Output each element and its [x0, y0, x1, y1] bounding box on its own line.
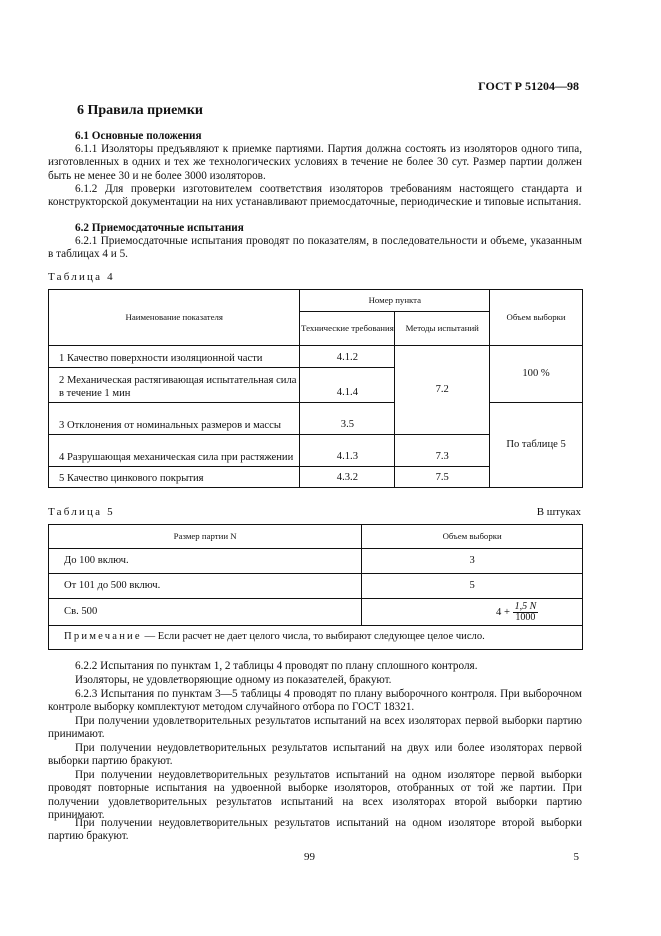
- subsection-6-1-title: 6.1 Основные положения: [75, 130, 202, 142]
- table-4-row-1-name: 1 Качество поверхности изоляционной части: [49, 346, 300, 368]
- note-text: — Если расчет не дает целого числа, то выбирают следующее целое число.: [144, 631, 485, 643]
- table-4-method-merged: 7.2: [395, 346, 490, 435]
- table-5-header-size-text: Размер партии N: [173, 531, 237, 541]
- table-4-row-3-tech: 3.5: [300, 403, 395, 435]
- table-5-row-3-size: Св. 500: [49, 599, 362, 626]
- table-row: [49, 346, 583, 368]
- table-4-row-4-tech: 4.1.3: [300, 435, 395, 467]
- paragraph-6-2-2-continued: Изоляторы, не удовлетворяющие одному из показателей, бракуют.: [75, 674, 392, 686]
- table-4-row-5-name: 5 Качество цинкового покрытия: [49, 467, 300, 488]
- formula-prefix: 4 +: [496, 606, 510, 618]
- table-5-row-3-volume: [362, 599, 583, 626]
- table-5-note-row: [49, 626, 583, 650]
- section-title: 6 Правила приемки: [77, 103, 203, 118]
- table-4-header-volume: Объем выборки: [490, 290, 583, 346]
- table-4-row-5-method: 7.5: [395, 467, 490, 488]
- paragraph-6-1-2: 6.1.2 Для проверки изготовителем соответствия изоляторов требованиям настоящего стандарта и конструкторской документации на них устанавливают приемосдаточные, периодические и типовые испытания.: [48, 183, 582, 209]
- table-4: [48, 289, 583, 488]
- paragraph-6-2-1: 6.2.1 Приемосдаточные испытания проводят по показателям, в последовательности и объеме, указанным в таблицах 4 и 5.: [48, 235, 582, 261]
- table-row: [49, 549, 583, 574]
- table-5-header-size: [49, 525, 362, 549]
- note-label: Примечание: [64, 631, 142, 643]
- table-4-volume-merged-1: 100 %: [490, 346, 583, 403]
- table-5-header-volume: Объем выборки: [362, 525, 583, 549]
- table-5: [48, 524, 583, 650]
- table-row: [49, 574, 583, 599]
- formula-fraction: [513, 602, 539, 623]
- formula-numerator: 1,5 N: [514, 600, 537, 612]
- table-5-row-1-volume: 3: [362, 549, 583, 574]
- paragraph-6-1-1: 6.1.1 Изоляторы предъявляют к приемке партиями. Партия должна состоять из изоляторов одного типа, изготовленных в одних и тех же технологических условиях в течение не более 30 сут. Размер партии должен быть не менее 30 и не более 3000 изоляторов.: [48, 143, 582, 182]
- paragraph-6-2-3: 6.2.3 Испытания по пунктам 3—5 таблицы 4 проводят по плану выборочного контроля. При выборочном контроле выборку комплектуют методом случайного отбора по ГОСТ 18321.: [48, 688, 582, 714]
- paragraph-6-2-2: 6.2.2 Испытания по пунктам 1, 2 таблицы 4 проводят по плану сплошного контроля.: [75, 660, 478, 672]
- table-4-header-name: Наименование показателя: [49, 290, 300, 346]
- table-5-row-2-size: От 101 до 500 включ.: [49, 574, 362, 599]
- table-4-row-4-name: 4 Разрушающая механическая сила при растяжении: [49, 435, 300, 467]
- table-4-row-3-name: 3 Отклонения от номинальных размеров и массы: [49, 403, 300, 435]
- table-5-caption: Таблица 5: [48, 506, 115, 518]
- table-5-row-1-size: До 100 включ.: [49, 549, 362, 574]
- paragraph-reject-first: При получении неудовлетворительных результатов испытаний на двух или более изоляторах первой выборки партию бракуют.: [48, 742, 582, 768]
- sheet-number: 5: [573, 851, 579, 863]
- table-4-header-methods: Методы испытаний: [395, 312, 490, 346]
- table-4-row-2-tech: 4.1.4: [300, 368, 395, 403]
- page-number: 99: [304, 851, 315, 863]
- table-4-header-tech: Технические требования: [300, 312, 395, 346]
- table-4-row-5-tech: 4.3.2: [300, 467, 395, 488]
- table-row: [49, 599, 583, 626]
- table-4-row-2-name: 2 Механическая растягивающая испытательная сила в течение 1 мин: [49, 368, 300, 403]
- table-4-row-4-method: 7.3: [395, 435, 490, 467]
- formula-denominator: 1000: [515, 611, 536, 623]
- table-4-volume-merged-2: По таблице 5: [490, 403, 583, 488]
- table-4-caption: Таблица 4: [48, 271, 115, 283]
- table-row: [49, 403, 583, 435]
- table-4-header-point-number: Номер пункта: [300, 290, 490, 312]
- paragraph-accept-first: При получении удовлетворительных результатов испытаний на всех изоляторах первой выборки партию принимают.: [48, 715, 582, 741]
- table-5-unit: В штуках: [536, 506, 581, 518]
- paragraph-reject-second: При получении неудовлетворительных результатов испытаний на одном изоляторе второй выборки партию бракуют.: [48, 817, 582, 843]
- paragraph-repeat-test: При получении неудовлетворительных результатов испытаний на одном изоляторе первой выборки проводят повторные испытания на удвоенной выборке изоляторов, отобранных от той же партии. При получении удовлетворительных результатов испытаний на всех изоляторах второй выборки партию принимают.: [48, 769, 582, 822]
- standard-number: ГОСТ Р 51204—98: [478, 79, 579, 93]
- table-5-note: [49, 626, 583, 650]
- subsection-6-2-title: 6.2 Приемосдаточные испытания: [75, 222, 244, 234]
- table-4-row-1-tech: 4.1.2: [300, 346, 395, 368]
- table-5-row-2-volume: 5: [362, 574, 583, 599]
